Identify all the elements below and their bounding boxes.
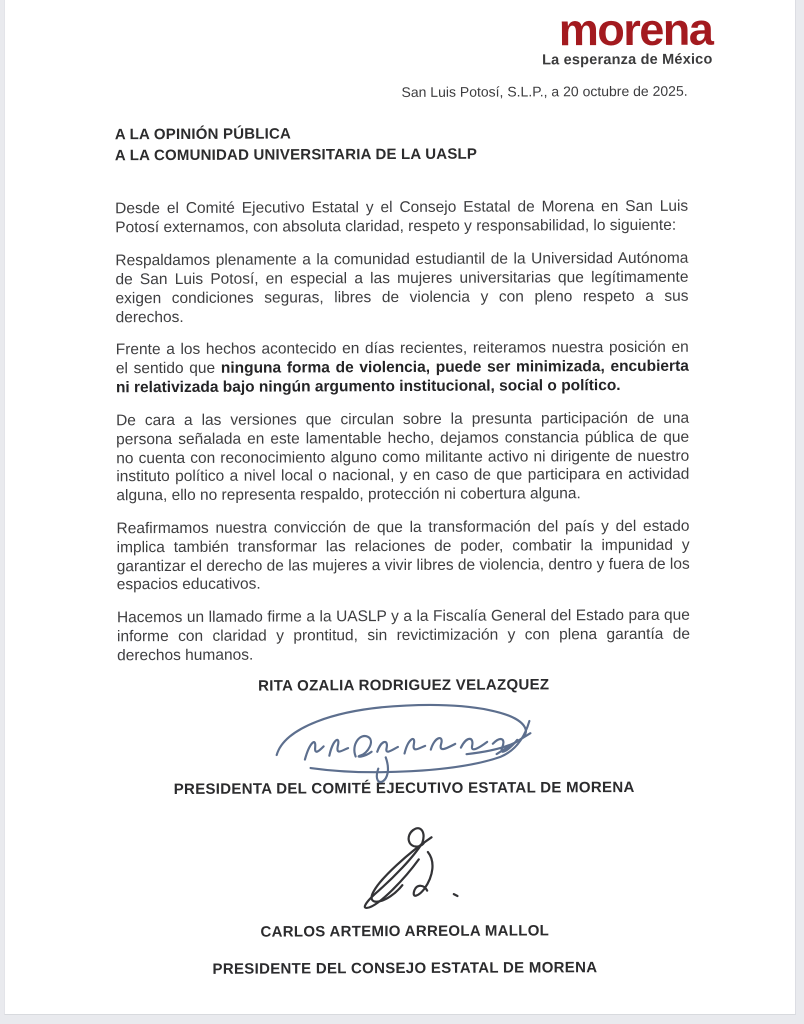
- paragraph-3-lead: Frente a los hechos acontecido en días recientes, reiteramos nuestra posición en el sentido que: [115, 339, 689, 378]
- recipient-line-2: A LA COMUNIDAD UNIVERSITARIA DE LA UASLP: [114, 146, 478, 165]
- paragraph-2: Respaldamos plenamente a la comunidad estudiantil de la Universidad Autónoma de San Luis Potosí, en especial a las mujeres universitarias que legítimamente exigen condiciones seguras, libres de violencia y con pleno respeto a sus derechos.: [115, 249, 689, 326]
- signer-title-carlos: PRESIDENTE DEL CONSEJO ESTATAL DE MORENA: [212, 958, 598, 978]
- signer-name-carlos: CARLOS ARTEMIO ARREOLA MALLOL: [260, 922, 550, 941]
- paragraph-1: Desde el Comité Ejecutivo Estatal y el Consejo Estatal de Morena en San Luis Potosí externamos, con absoluta claridad, respeto y responsabilidad, lo siguiente:: [115, 198, 689, 237]
- signer-title-rita: PRESIDENTA DEL COMITÉ EJECUTIVO ESTATAL DE MORENA: [173, 778, 635, 798]
- signature-block-rita: [117, 676, 691, 798]
- recipient-line-1: A LA OPINIÓN PÚBLICA: [114, 125, 292, 144]
- paragraph-6: Hacemos un llamado firme a la UASLP y a la Fiscalía General del Estado para que informe con claridad y prontitud, sin revictimización y con plena garantía de derechos humanos.: [116, 607, 691, 665]
- brand-tagline: La esperanza de México: [542, 52, 713, 69]
- morena-logo: morena: [558, 3, 713, 56]
- dateline: San Luis Potosí, S.L.P., a 20 octubre de 2025.: [401, 83, 688, 101]
- signature-rita-icon: [263, 695, 545, 796]
- paragraph-4: De cara a las versiones que circulan sobre la presunta participación de una persona señalada en este lamentable hecho, dejamos constancia pública de que no cuenta con reconocimiento alguno como militante activo ni dirigente de nuestro instituto político a nivel local o nacional, y en caso de que participara en actividad alguna, ello no representa respaldo, protección ni cobertura alguna.: [116, 409, 690, 505]
- signature-block-carlos: [118, 818, 692, 978]
- recipients-block: [115, 122, 688, 166]
- brand-logo-block: [114, 3, 713, 71]
- signature-carlos-icon: [348, 819, 460, 911]
- paragraph-3: [116, 339, 689, 398]
- letter-content: [3, 0, 797, 1016]
- paragraph-5: Reafirmamos nuestra convicción de que la transformación del país y del estado implica también transformar las relaciones de poder, combatir la impunidad y garantizar el derecho de las mujeres a vivir libres de violencia, dentro y fuera de los espacios educativos.: [116, 517, 690, 594]
- signer-name-rita: RITA OZALIA RODRIGUEZ VELAZQUEZ: [258, 676, 550, 695]
- paragraph-3-bold: ninguna forma de violencia, puede ser minimizada, encubierta ni relativizada bajo ningún argumento institucional, social o político.: [115, 357, 689, 397]
- letter-body: [115, 198, 690, 666]
- letter-sheet: [4, 0, 796, 1015]
